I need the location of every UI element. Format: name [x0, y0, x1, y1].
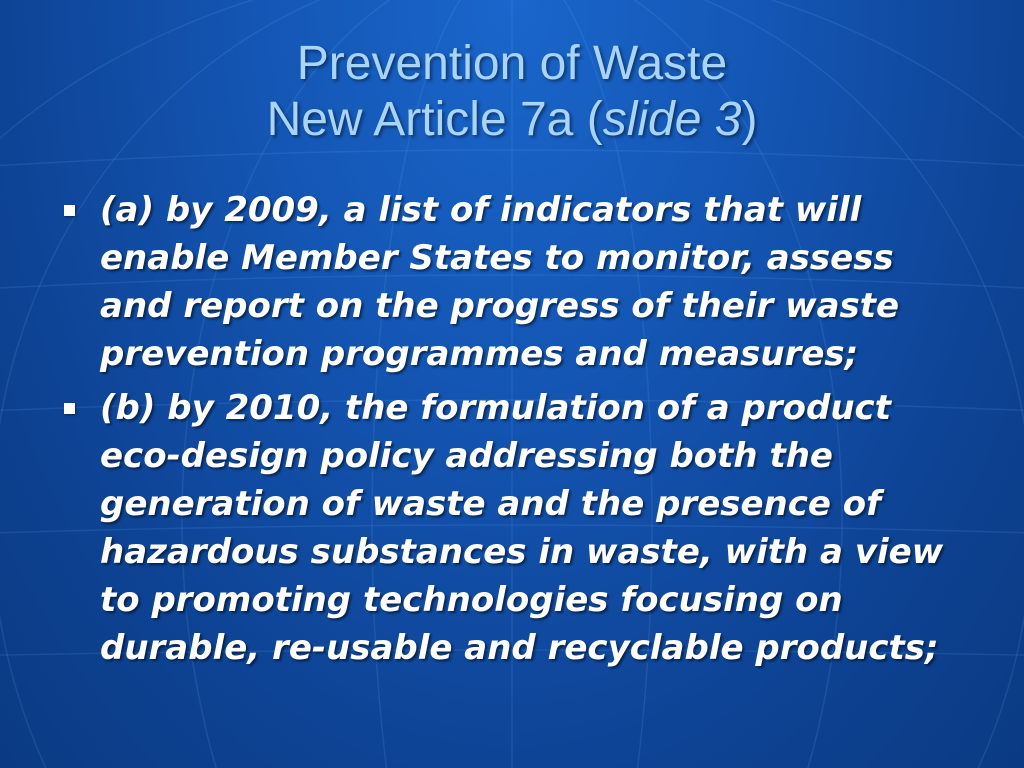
bullet-text: (a) by 2009, a list of indicators that will enable Member States to monitor, assess and report on the progress of their waste prevention programmes and measures;: [100, 190, 900, 374]
bullet-text: (b) by 2010, the formulation of a product eco-design policy addressing both the generation of waste and the presence of hazardous substances in waste, with a view to promoting technologies focusing on durable, re-usable and recyclable products;: [100, 388, 944, 668]
slide-title: [0, 36, 1024, 148]
title-line-1: Prevention of Waste: [296, 37, 728, 90]
title-line-2: [0, 92, 1024, 148]
title-line-2-prefix: New Article 7a (: [266, 93, 603, 146]
bullet-item: [62, 384, 972, 672]
bullet-list: [62, 186, 972, 678]
square-bullet-icon: [64, 403, 75, 414]
title-line-2-italic: slide 3: [602, 93, 742, 146]
title-line-2-suffix: ): [741, 93, 758, 146]
bullet-item: [62, 186, 972, 378]
square-bullet-icon: [64, 205, 75, 216]
